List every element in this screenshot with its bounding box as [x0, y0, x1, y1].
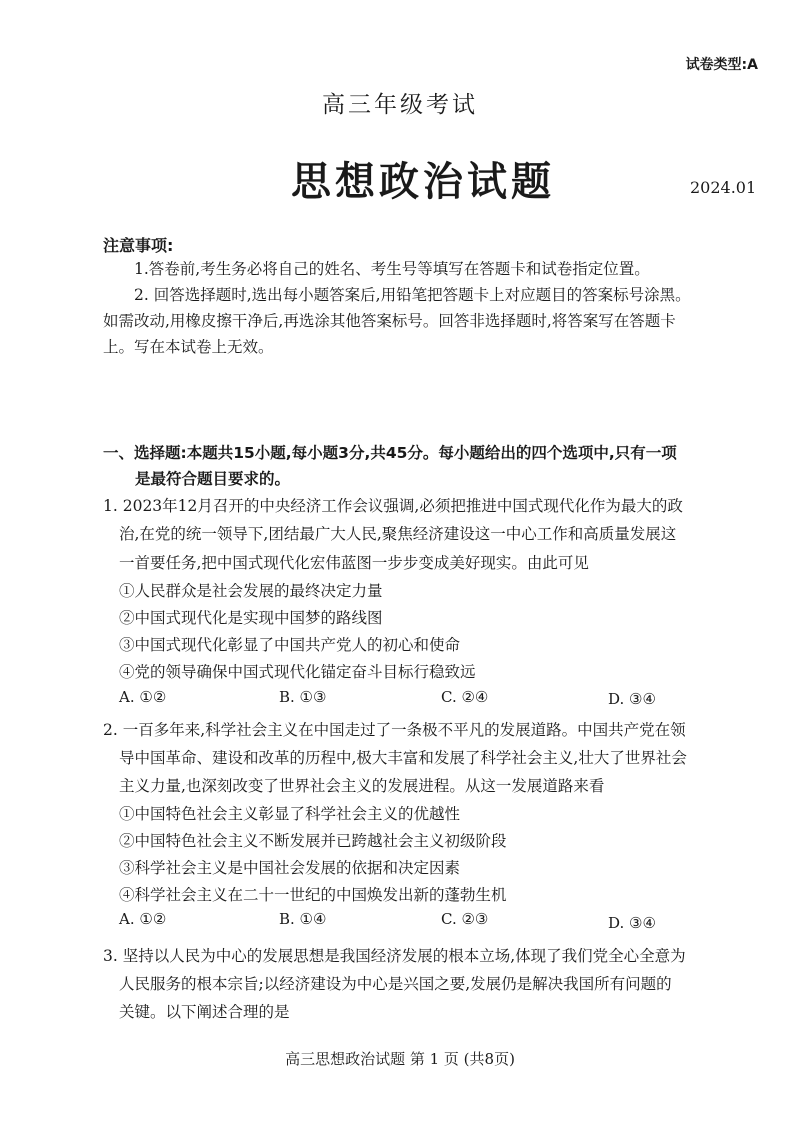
notice-item-2-line-2: 如需改动,用橡皮擦干净后,再选涂其他答案标号。回答非选择题时,将答案写在答题卡	[103, 312, 676, 330]
question-1-option-b[interactable]: B. ①③	[279, 688, 327, 706]
question-1-option-a[interactable]: A. ①②	[119, 688, 167, 706]
question-2-statement-3: ③科学社会主义是中国社会发展的依据和决定因素	[119, 859, 461, 877]
question-2-statement-2: ②中国特色社会主义不断发展并已跨越社会主义初级阶段	[119, 832, 507, 850]
section-1-heading-line-1: 一、选择题:本题共15小题,每小题3分,共45分。每小题给出的四个选项中,只有一项	[103, 444, 677, 462]
question-1-statement-3: ③中国式现代化彰显了中国共产党人的初心和使命	[119, 636, 461, 654]
question-3-line-3: 关键。以下阐述合理的是	[119, 1003, 290, 1021]
question-1-option-c[interactable]: C. ②④	[441, 688, 489, 706]
question-2-line-3: 主义力量,也深刻改变了世界社会主义的发展进程。从这一发展道路来看	[119, 777, 605, 795]
notice-item-2-line-3: 上。写在本试卷上无效。	[103, 338, 274, 356]
question-1-statement-4: ④党的领导确保中国式现代化锚定奋斗目标行稳致远	[119, 663, 476, 681]
question-2-option-c[interactable]: C. ②③	[441, 910, 489, 928]
question-1-line-2: 治,在党的统一领导下,团结最广大人民,聚焦经济建设这一中心工作和高质量发展这	[119, 525, 677, 543]
notice-item-1: 1.答卷前,考生务必将自己的姓名、考生号等填写在答题卡和试卷指定位置。	[134, 260, 650, 278]
notice-item-2-line-1: 2. 回答选择题时,选出每小题答案后,用铅笔把答题卡上对应题目的答案标号涂黑。	[134, 286, 691, 304]
question-1-line-1: 1. 2023年12月召开的中央经济工作会议强调,必须把推进中国式现代化作为最大的政	[103, 497, 683, 515]
exam-title: 思想政治试题	[291, 158, 555, 205]
question-2-option-d[interactable]: D. ③④	[608, 914, 656, 932]
section-1-heading	[103, 440, 753, 492]
exam-grade-heading: 高三年级考试	[322, 92, 478, 118]
notice-body	[103, 256, 753, 360]
question-1-line-3: 一首要任务,把中国式现代化宏伟蓝图一步步变成美好现实。由此可见	[119, 554, 589, 572]
question-1-statement-1: ①人民群众是社会发展的最终决定力量	[119, 582, 383, 600]
question-1-statement-2: ②中国式现代化是实现中国梦的路线图	[119, 609, 383, 627]
question-3-line-1: 3. 坚持以人民为中心的发展思想是我国经济发展的根本立场,体现了我们党全心全意为	[103, 947, 686, 965]
paper-type-label: 试卷类型:A	[685, 57, 758, 73]
question-2-statement-4: ④科学社会主义在二十一世纪的中国焕发出新的蓬勃生机	[119, 886, 507, 904]
page-footer: 高三思想政治试题 第 1 页 (共8页)	[285, 1050, 515, 1068]
question-3-line-2: 人民服务的根本宗旨;以经济建设为中心是兴国之要,发展仍是解决我国所有问题的	[119, 975, 672, 993]
question-2-statement-1: ①中国特色社会主义彰显了科学社会主义的优越性	[119, 805, 461, 823]
exam-date: 2024.01	[690, 178, 757, 197]
question-1-option-d[interactable]: D. ③④	[608, 690, 656, 708]
notice-heading: 注意事项:	[103, 236, 174, 255]
question-2-option-b[interactable]: B. ①④	[279, 910, 327, 928]
section-1-heading-line-2: 是最符合题目要求的。	[135, 470, 291, 488]
question-2-line-1: 2. 一百多年来,科学社会主义在中国走过了一条极不平凡的发展道路。中国共产党在领	[103, 721, 686, 739]
question-2-option-a[interactable]: A. ①②	[119, 910, 167, 928]
question-2-line-2: 导中国革命、建设和改革的历程中,极大丰富和发展了科学社会主义,壮大了世界社会	[119, 749, 687, 767]
